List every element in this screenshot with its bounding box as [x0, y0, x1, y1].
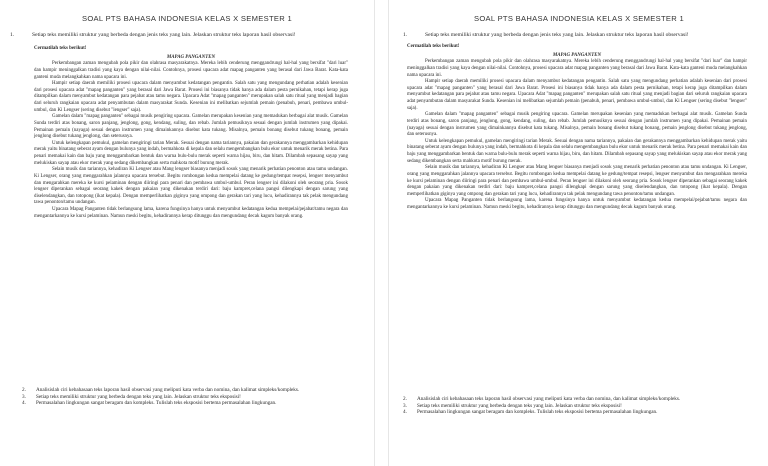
question-text: Setiap teks memiliki struktur yang berbeda dengan jenis teks yang lain. Jelaskan struktur teks laporan hasil observasi!	[32, 32, 296, 38]
question-text: Analisislah ciri kebahasaan teks laporan hasil observasi yang meliputi kata verba dan nomina, dan kalimat simpleks/kompleks.	[417, 396, 681, 402]
paragraph: Upacara Mapag Panganten tidak berlangsung lama, karena fungsinya hanya untuk menyambut kedatangan kedua mempelai/pejabat/tamu negara dan mengantarkannya ke kursi pelaminan. Namun meski begitu, kehadirannya kerap ditunggu dan mengundang decak kagum banyak orang.	[407, 198, 747, 210]
paragraph: Perkembangan zaman mengubah pola pikir dan olahrasa masyarakatnya. Mereka lebih cenderung menggandrungi hal-hal yang bersifat "dari luar" dan hampir meninggalkan tradisi yang kaya dengan nilai-nilai. Contohnya, prosesi upacara adat mapag panganten yang berasal dari Jawa Barat. Kata-kata ganteni muda melangkahkan nama upacara ini.	[407, 59, 747, 78]
question-text: Setiap teks memiliki struktur yang berbeda dengan teks yang lain. Jelaskan struktur teks eksposisi!	[417, 402, 622, 409]
document-page-right	[388, 0, 768, 466]
paragraph: Gamelan dalam "mapag panganten" sebagai musik pengiring upacara. Gamelan merupakan kesenian yang memadukan berbagai alat musik. Gamelan Sunda terdiri atas bonang, saron panjang, jenglong, gong, kendang, suling, dan rebab. Jumlah pemusiknya sesuai dengan jumlah instrumen yang dipakai. Pemainan pemain (nayaga) sesuai dengan instrumen yang dimainkannya disebut kata tukang. Misalnya, pemain bonang disebut tukang bonang, pemain jenglong disebut tukang jenglong, dan seterusnya.	[407, 112, 747, 138]
paragraph: Untuk kelengkapan pemukul, gamelan mengiringi tarian Merak. Sesuai dengan nama tariannya, pakaian dan gerakannya menggambarkan kehidupan merak yaitu binatang seberat ayam dengan bulunya yang indah, bermahkota di kepala dan selalu mengembangkan bulu ekor untuk menarik merak betina. Para penari memakai kain dan baju yang menggambarkan bentuk dan warna bulu-bulu merak seperti warna hijau, biru, dan hitam. Dilambah sepasang sayap yang melukiskan sayap atau ekor merak yang sedang dikembangkan serta mahkota motif burung merak.	[34, 140, 348, 166]
question-1	[403, 32, 743, 39]
question-number: 2.	[22, 387, 26, 393]
paragraph: Selain musik dan tariannya, kehadiran Ki Lengser atau Mang lengser biasanya menjadi sosok yang menarik perhatian penonton atau tamu undangan. Ki Lengser, orang yang menggarahkan jalannya upacara tersebut. Begitu rombongan kedua mempelai datang ke gedung/tempat resepsi, lengser menyambut dan mengarahkan mereka ke kursi pelaminan dengan diiringi para penari dan pembawa umbul-umbul. Peran lengser ini dilakoni oleh seorang pria. Sosok lengser diperankan sebagai seorang kakek dengan pakaian yang dikenakan terdiri dari: baju kampret,celana pangsi dilengkapi dengan sarung yang diselendangkan, dan totopong (ikat kepala). Dengan memperlihatkan giginya yang ompong dan gerakan tari yang lucu, kehadirannya tak pelak mengundang tawa penonton/tamu undangan.	[34, 167, 348, 206]
question-number: 1.	[403, 32, 408, 38]
list-item	[22, 394, 352, 401]
paragraph: Selain musik dan tariannya, kehadiran Ki Lengser atau Mang lengser biasanya menjadi sosok yang menarik perhatian penonton atau tamu undangan. Ki Lengser, orang yang menggarahkan jalannya upacara tersebut. Begitu rombongan kedua mempelai datang ke gedung/tempat resepsi, lengser menyambut dan mengarahkan mereka ke kursi pelaminan dengan diiringi para penari dan pembawa umbul-umbul. Peran lengser ini dilakoni oleh seorang pria. Sosok lengser diperankan sebagai seorang kakek dengan pakaian yang dikenakan terdiri dari: baju kampret,celana pangsi dilengkapi dengan sarung yang diselendangkan, dan totopong (ikat kepala). Dengan memperlihatkan giginya yang ompong dan gerakan tari yang lucu, kehadirannya tak pelak mengundang tawa penonton/tamu undangan.	[407, 165, 747, 197]
reading-text	[34, 46, 348, 220]
story-title: MAPAG PANGANTEN	[166, 54, 216, 60]
question-text: Permasalahan lingkungan sangat beragam dan kompleks. Tulislah teks eksposisi bertema permasalahan lingkungan.	[36, 400, 277, 407]
instruction: Cermatilah teks berikut!	[34, 46, 87, 51]
question-1	[10, 32, 350, 39]
question-number: 4.	[403, 409, 407, 416]
paragraph: Perkembangan zaman mengubah pola pikir dan olahrasa masyarakatnya. Mereka lebih cenderung menggandrungi hal-hal yang bersifat "dari luar" dan hampir meninggalkan tradisi yang kaya dengan nilai-nilai. Contohnya, prosesi upacara adat mapag panganten yang berasal dari Jawa Barat. Kata-kata ganteni muda melangkahkan nama upacara ini.	[34, 61, 348, 80]
list-item	[403, 409, 748, 416]
page-title: SOAL PTS BAHASA INDONESIA KELAS X SEMESTER 1	[81, 14, 292, 23]
paragraph: Untuk kelengkapan pemukul, gamelan mengiringi tarian Merak. Sesuai dengan nama tariannya, pakaian dan gerakannya menggambarkan kehidupan merak yaitu binatang seberat ayam dengan bulunya yang indah, bermahkota di kepala dan selalu mengembangkan bulu ekor untuk menarik merak betina. Para penari memakai kain dan baju yang menggambarkan bentuk dan warna bulu-bulu merak seperti warna hijau, biru, dan hitam. Dilambah sepasang sayap yang melukiskan sayap atau ekor merak yang sedang dikembangkan serta mahkota motif burung merak.	[407, 138, 747, 164]
list-item	[22, 387, 352, 394]
page-title: SOAL PTS BAHASA INDONESIA KELAS X SEMESTER 1	[473, 14, 684, 23]
question-number: 3.	[22, 393, 26, 400]
question-number: 1.	[10, 32, 15, 38]
paragraph: Gamelan dalam "mapag panganten" sebagai musik pengiring upacara. Gamelan merupakan kesenian yang memadukan berbagai alat musik. Gamelan Sunda terdiri atas bonang, saron panjang, jenglong, gong, kendang, suling, dan rebab. Jumlah pemusiknya sesuai dengan jumlah instrumen yang dipakai. Pemainan pemain (nayaga) sesuai dengan instrumen yang dimainkannya disebut kata tukang. Misalnya, pemain bonang disebut tukang bonang, pemain jenglong disebut tukang jenglong, dan seterusnya.	[34, 114, 348, 140]
paragraph: Hampir setiap daerah memiliki prosesi upacara dalam menyambut kedatangan pengantin. Salah satu yang mengundang perhatian adalah kesenian dari prosesi upacara adat "mapag panganten" yang berasal dari Jawa Barat. Prosesi ini biasanya tidak hanya ada dalam pesta pernikahan, tetapi kerap juga ditampilkan dalam menyambut kedatangan para pejabat atau tamu negara. Upacara Adat "mapag panganten" merupakan salah satu ritual yang menjadi bagian dari seluruh rangkaian upacara adat penyambutan dalam masyarakat Sunda. Kesenian ini melibatkan sejumlah pemain (penabuh, penari, pembawa umbul-umbul, dan Ki Lengser (sering disebut "lengser" saja).	[407, 79, 747, 111]
question-number: 2.	[403, 396, 407, 402]
question-text: Setiap teks memiliki struktur yang berbeda dengan jenis teks yang lain. Jelaskan struktur teks laporan hasil observasi!	[425, 32, 689, 38]
question-text: Setiap teks memiliki struktur yang berbeda dengan teks yang lain. Jelaskan struktur teks eksposisi!	[36, 393, 241, 400]
instruction: Cermatilah teks berikut!	[407, 44, 460, 49]
question-number: 4.	[22, 400, 26, 407]
question-number: 3.	[403, 402, 407, 409]
list-item	[403, 396, 748, 403]
paragraph: Upacara Mapag Panganten tidak berlangsung lama, karena fungsinya hanya untuk menyambut kedatangan kedua mempelai/pejabat/tamu negara dan mengantarkannya ke kursi pelaminan. Namun meski begitu, kehadirannya kerap ditunggu dan mengundang decak kagum banyak orang.	[34, 207, 348, 219]
reading-text	[407, 44, 747, 212]
paragraph: Hampir setiap daerah memiliki prosesi upacara dalam menyambut kedatangan pengantin. Salah satu yang mengundang perhatian adalah kesenian dari prosesi upacara adat "mapag panganten" yang berasal dari Jawa Barat. Prosesi ini biasanya tidak hanya ada dalam pesta pernikahan, tetapi kerap juga ditampilkan dalam menyambut kedatangan para pejabat atau tamu negara. Upacara Adat "mapag panganten" merupakan salah satu ritual yang menjadi bagian dari seluruh rangkaian upacara adat penyambutan dalam masyarakat Sunda. Kesenian ini melibatkan sejumlah pemain (penabuh, penari, pembawa umbul-umbul, dan Ki Lengser (sering disebut "lengser" saja).	[34, 81, 348, 113]
story-title: MAPAG PANGANTEN	[552, 52, 602, 58]
list-item	[22, 400, 352, 407]
document-page-left	[0, 0, 375, 466]
list-item	[403, 403, 748, 410]
question-list	[22, 387, 352, 407]
question-text: Analisislah ciri kebahasaan teks laporan hasil observasi yang meliputi kata verba dan nomina, dan kalimat simpleks/kompleks.	[36, 387, 300, 393]
question-list	[403, 396, 748, 416]
question-text: Permasalahan lingkungan sangat beragam dan kompleks. Tulislah teks eksposisi bertema permasalahan lingkungan.	[417, 409, 658, 416]
